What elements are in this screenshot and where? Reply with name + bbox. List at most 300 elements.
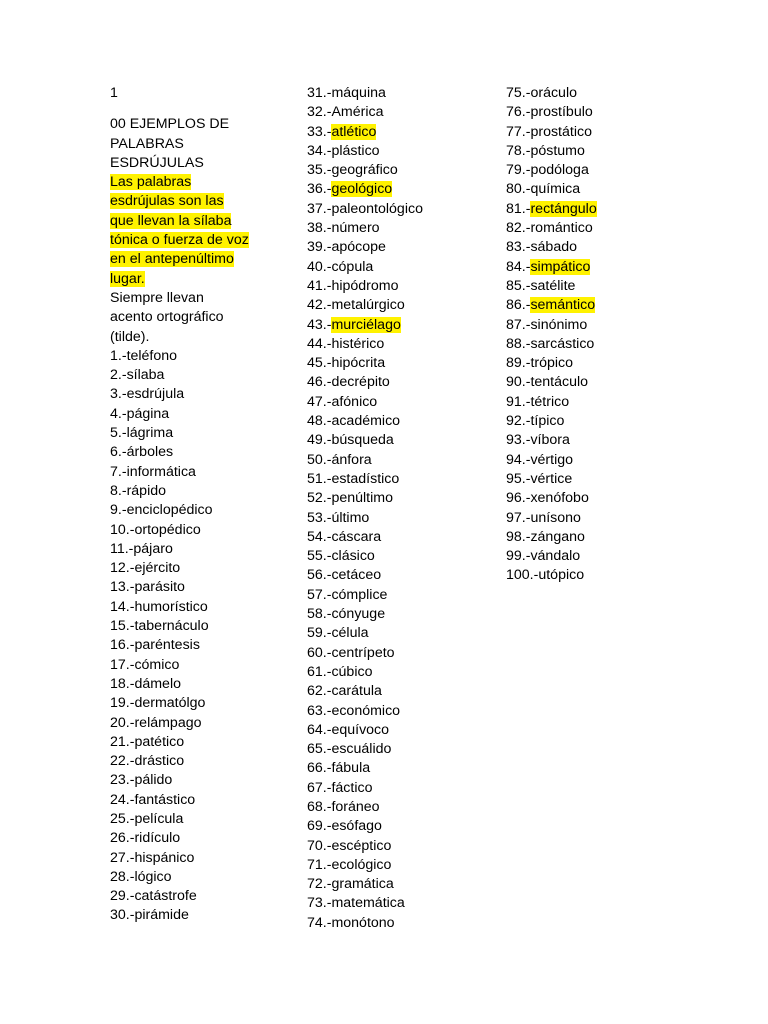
word-number: 51.- [307,470,332,487]
word-item [110,617,270,636]
word-text: trópico [530,355,574,372]
word-text: zángano [530,528,585,545]
word-text: número [331,220,380,237]
word-item [506,142,686,161]
word-item [506,238,686,257]
word-item [110,868,270,887]
word-text: vándalo [530,548,581,565]
title-line-1: 00 EJEMPLOS DE [110,116,230,133]
word-number: 59.- [307,625,332,642]
word-number: 39.- [307,239,332,256]
word-item [506,103,686,122]
word-item [307,161,487,180]
word-number: 3.- [110,386,127,403]
word-text: ecológico [331,856,392,873]
word-item [506,316,686,335]
word-number: 83.- [506,239,531,256]
word-text: metalúrgico [331,297,405,314]
word-item [110,636,270,655]
word-number: 33.- [307,123,332,140]
word-number: 62.- [307,683,332,700]
word-number: 53.- [307,509,332,526]
word-number: 43.- [307,316,332,333]
word-number: 94.- [506,451,531,468]
word-number: 97.- [506,509,531,526]
word-text: gramática [331,876,394,893]
word-item [506,528,686,547]
word-number: 21.- [110,733,135,750]
definition-line: Las palabras [110,174,192,191]
word-text: ridículo [134,830,181,847]
word-item [307,354,487,373]
word-item [110,424,270,443]
word-number: 34.- [307,142,332,159]
word-list-2 [307,84,487,933]
word-text: murciélago [331,316,401,333]
word-item [307,393,487,412]
word-item [506,84,686,103]
word-text: parásito [134,579,185,596]
definition-line: que llevan la sílaba [110,212,232,229]
word-item [307,837,487,856]
word-item [506,200,686,219]
word-number: 69.- [307,818,332,835]
word-number: 71.- [307,856,332,873]
word-text: geológico [331,181,393,198]
word-number: 28.- [110,868,135,885]
word-number: 10.- [110,521,135,538]
word-text: penúltimo [331,490,393,507]
word-number: 38.- [307,220,332,237]
word-item [307,489,487,508]
word-number: 26.- [110,830,135,847]
word-text: fábula [331,760,371,777]
word-text: prostático [530,123,592,140]
word-number: 8.- [110,482,127,499]
word-number: 96.- [506,490,531,507]
word-number: 50.- [307,451,332,468]
word-text: apócope [331,239,386,256]
word-text: prostíbulo [530,104,593,121]
word-number: 85.- [506,277,531,294]
column-3 [506,84,686,586]
word-text: escéptico [331,837,392,854]
word-item [110,501,270,520]
word-number: 99.- [506,548,531,565]
word-text: dermatólgo [134,695,206,712]
word-text: cáscara [331,528,382,545]
word-item [506,296,686,315]
word-item [307,759,487,778]
word-item [307,914,487,933]
word-item [307,277,487,296]
word-text: unísono [530,509,581,526]
word-text: póstumo [530,142,585,159]
word-item [506,489,686,508]
word-number: 89.- [506,355,531,372]
word-number: 78.- [506,142,531,159]
word-number: 17.- [110,656,135,673]
word-number: 13.- [110,579,135,596]
word-text: monótono [331,914,395,931]
word-text: máquina [331,85,386,101]
word-item [307,431,487,450]
word-item [506,393,686,412]
word-item [110,849,270,868]
word-number: 49.- [307,432,332,449]
word-item [307,856,487,875]
word-text: patético [134,733,185,750]
word-text: informática [126,463,196,480]
word-text: escuálido [331,741,392,758]
note-line: (tilde). [110,328,150,345]
word-number: 30.- [110,907,135,924]
word-number: 23.- [110,772,135,789]
word-item [506,335,686,354]
word-item [307,721,487,740]
word-text: sarcástico [530,335,595,352]
word-number: 66.- [307,760,332,777]
word-item [110,810,270,829]
word-item [307,663,487,682]
word-text: semántico [530,297,596,314]
word-item [506,566,686,585]
word-number: 63.- [307,702,332,719]
word-number: 55.- [307,548,332,565]
word-item [307,316,487,335]
word-text: histérico [331,335,385,352]
word-item [506,219,686,238]
word-number: 60.- [307,644,332,661]
word-text: atlético [331,123,377,140]
word-item [506,509,686,528]
word-number: 88.- [506,335,531,352]
word-number: 22.- [110,753,135,770]
word-item [110,694,270,713]
word-item [110,578,270,597]
word-text: vértigo [530,451,574,468]
word-item [307,335,487,354]
word-number: 68.- [307,798,332,815]
word-item [307,258,487,277]
column-2 [307,84,487,933]
word-text: América [331,104,384,121]
word-item [110,733,270,752]
word-item [307,470,487,489]
word-text: cómplice [331,586,388,603]
word-text: satélite [530,277,576,294]
word-text: sábado [530,239,577,256]
word-number: 73.- [307,895,332,912]
word-number: 47.- [307,393,332,410]
word-text: utópico [538,567,585,584]
word-item [110,463,270,482]
word-number: 4.- [110,405,127,422]
word-item [307,200,487,219]
page-number: 1 [110,85,118,101]
word-text: geográfico [331,162,398,179]
word-number: 92.- [506,413,531,430]
word-text: búsqueda [331,432,394,449]
word-number: 52.- [307,490,332,507]
word-text: estadístico [331,470,400,487]
word-text: plástico [331,142,380,159]
word-item [110,906,270,925]
word-number: 70.- [307,837,332,854]
word-text: célula [331,625,369,642]
word-number: 1.- [110,347,127,364]
word-item [506,258,686,277]
word-item [307,682,487,701]
word-item [307,451,487,470]
word-text: química [530,181,581,198]
word-item [110,771,270,790]
word-text: página [126,405,170,422]
word-number: 36.- [307,181,332,198]
word-item [307,702,487,721]
word-text: rápido [126,482,167,499]
word-text: cetáceo [331,567,382,584]
note-line: acento ortográfico [110,309,224,326]
word-number: 18.- [110,675,135,692]
word-number: 61.- [307,663,332,680]
word-item [307,412,487,431]
word-item [110,656,270,675]
word-number: 37.- [307,200,332,217]
word-number: 40.- [307,258,332,275]
word-item [506,373,686,392]
word-item [307,644,487,663]
word-text: simpático [530,258,591,275]
word-item [110,540,270,559]
word-text: esdrújula [126,386,185,403]
word-number: 2.- [110,367,127,384]
definition-block [110,173,270,289]
word-text: pirámide [134,907,189,924]
word-number: 80.- [506,181,531,198]
word-number: 48.- [307,413,332,430]
word-number: 35.- [307,162,332,179]
word-text: clásico [331,548,375,565]
word-text: teléfono [126,347,178,364]
word-text: xenófobo [530,490,589,507]
word-number: 54.- [307,528,332,545]
word-text: fáctico [331,779,373,796]
word-item [307,528,487,547]
word-number: 90.- [506,374,531,391]
word-text: lágrima [126,425,174,442]
word-number: 100.- [506,567,539,584]
word-number: 44.- [307,335,332,352]
word-text: catástrofe [134,888,197,905]
word-item [307,123,487,142]
word-text: podóloga [530,162,589,179]
word-text: víbora [530,432,570,449]
word-number: 19.- [110,695,135,712]
word-item [506,547,686,566]
word-number: 56.- [307,567,332,584]
word-number: 98.- [506,528,531,545]
word-text: matemática [331,895,405,912]
word-item [506,412,686,431]
title-line-3: ESDRÚJULAS [110,154,204,171]
word-text: último [331,509,370,526]
word-number: 32.- [307,104,332,121]
word-item [110,347,270,366]
word-number: 9.- [110,502,127,519]
word-number: 72.- [307,876,332,893]
word-item [506,161,686,180]
definition-line: tónica o fuerza de voz [110,232,249,249]
word-text: cómico [134,656,180,673]
word-item [307,740,487,759]
word-text: romántico [530,220,593,237]
word-number: 24.- [110,791,135,808]
word-item [307,779,487,798]
definition-line: en el antepenúltimo [110,251,234,268]
word-text: ejército [134,560,181,577]
word-number: 75.- [506,85,531,101]
word-item [307,817,487,836]
title-line-2: PALABRAS [110,135,184,152]
word-item [110,752,270,771]
word-item [110,675,270,694]
word-item [307,373,487,392]
word-item [506,123,686,142]
word-number: 82.- [506,220,531,237]
word-number: 25.- [110,810,135,827]
word-text: oráculo [530,85,577,101]
word-text: drástico [134,753,185,770]
word-text: foráneo [331,798,380,815]
word-text: sinónimo [530,316,588,333]
word-number: 64.- [307,721,332,738]
word-item [110,482,270,501]
word-number: 6.- [110,444,127,461]
word-item [506,354,686,373]
word-text: dámelo [134,675,181,692]
word-text: cónyuge [331,606,386,623]
word-item [506,277,686,296]
word-text: tabernáculo [134,618,209,635]
word-text: pájaro [133,540,173,557]
word-item [506,451,686,470]
word-text: enciclopédico [126,502,213,519]
word-text: hipódromo [331,277,399,294]
word-item [307,103,487,122]
word-text: ánfora [331,451,372,468]
word-item [307,180,487,199]
word-item [307,875,487,894]
word-item [110,829,270,848]
word-list-3 [506,84,686,586]
word-list-1 [110,347,270,926]
definition-line: esdrújulas son las [110,193,224,210]
word-item [110,559,270,578]
word-text: pálido [134,772,173,789]
word-text: ortopédico [134,521,201,538]
word-text: académico [331,413,401,430]
word-text: tétrico [530,393,570,410]
word-item [110,714,270,733]
word-text: típico [530,413,565,430]
definition-line: lugar. [110,270,145,287]
word-item [110,598,270,617]
word-number: 11.- [110,540,134,557]
word-text: hipócrita [331,355,386,372]
word-item [307,142,487,161]
word-text: tentáculo [530,374,589,391]
word-text: equívoco [331,721,390,738]
word-item [110,887,270,906]
word-number: 95.- [506,470,531,487]
word-text: cópula [331,258,374,275]
word-number: 27.- [110,849,135,866]
word-text: esófago [331,818,382,835]
word-item [307,238,487,257]
word-number: 41.- [307,277,332,294]
word-text: centrípeto [331,644,395,661]
word-text: sílaba [126,367,165,384]
word-number: 29.- [110,888,135,905]
word-number: 14.- [110,598,135,615]
word-item [307,84,487,103]
word-item [110,443,270,462]
word-number: 42.- [307,297,332,314]
word-text: película [134,810,184,827]
word-item [110,521,270,540]
word-text: árboles [126,444,174,461]
word-number: 46.- [307,374,332,391]
word-text: económico [331,702,401,719]
word-text: relámpago [134,714,202,731]
word-text: paleontológico [331,200,423,217]
word-number: 93.- [506,432,531,449]
word-text: hispánico [134,849,195,866]
word-number: 7.- [110,463,127,480]
word-number: 76.- [506,104,531,121]
word-number: 84.- [506,258,531,275]
word-number: 86.- [506,297,531,314]
word-number: 15.- [110,618,135,635]
word-number: 91.- [506,393,531,410]
word-number: 16.- [110,637,135,654]
column-1 [110,84,270,926]
word-number: 12.- [110,560,135,577]
word-text: decrépito [331,374,390,391]
word-number: 57.- [307,586,332,603]
word-text: vértice [530,470,573,487]
word-text: carátula [331,683,382,700]
word-item [307,509,487,528]
word-item [307,586,487,605]
word-text: rectángulo [530,200,597,217]
word-number: 31.- [307,85,332,101]
word-item [110,405,270,424]
word-text: fantástico [134,791,196,808]
word-item [110,791,270,810]
word-text: humorístico [134,598,208,615]
word-item [506,470,686,489]
word-number: 20.- [110,714,135,731]
word-number: 65.- [307,741,332,758]
word-item [110,366,270,385]
word-text: afónico [331,393,378,410]
note-line: Siempre llevan [110,289,204,306]
word-number: 5.- [110,425,127,442]
word-text: cúbico [331,663,373,680]
word-number: 87.- [506,316,531,333]
